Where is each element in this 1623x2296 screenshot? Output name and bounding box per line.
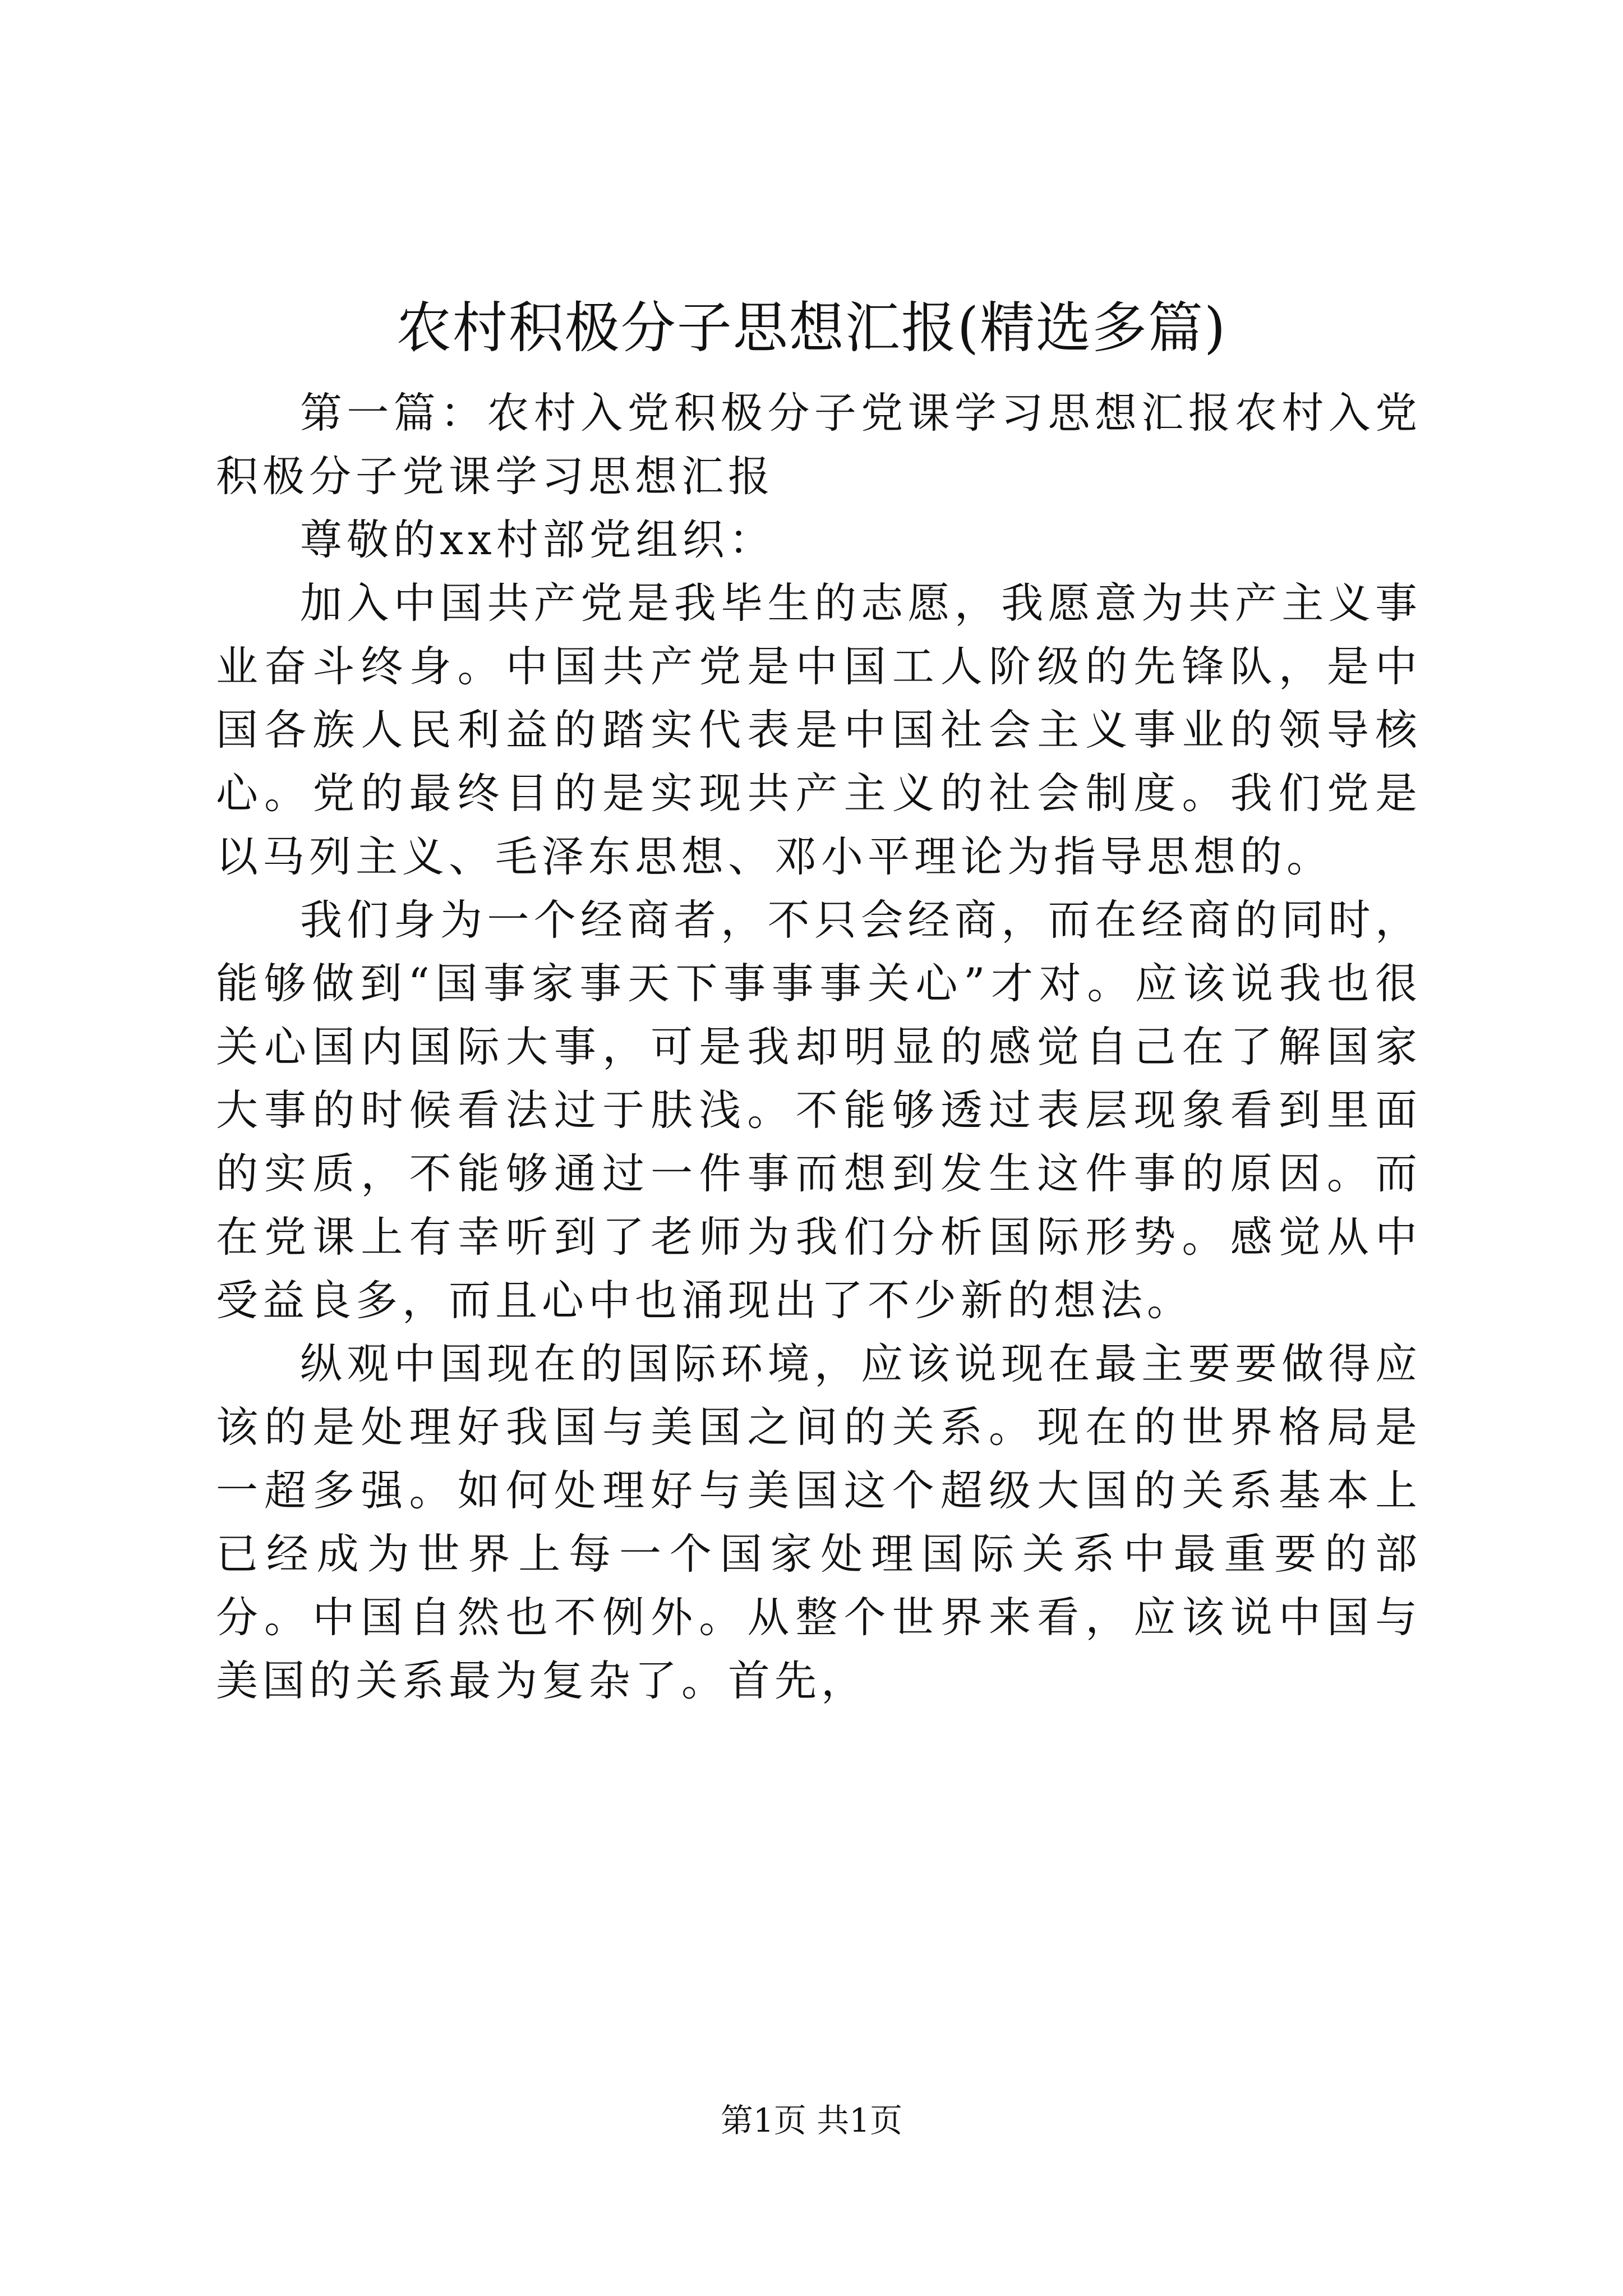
paragraph-salutation: 尊敬的xx村部党组织： xyxy=(300,515,776,564)
paragraph: 我们身为一个经商者，不只会经商，而在经商的同时，能够做到“国事家事天下事事事关心”才对。应该说我也很关心国内国际大事，可是我却明显的感觉自己在了解国家大事的时候看法过于肤浅。不能够透过表层现象看到里面的实质，不能够通过一件事而想到发生这件事的原因。而在党课上有幸听到了老师为我们分析国际形势。感觉从中受益良多，而且心中也涌现出了不少新的想法。 xyxy=(216,895,1422,1325)
document-title: 农村积极分子思想汇报(精选多篇) xyxy=(396,296,1227,360)
paragraph: 纵观中国现在的国际环境，应该说现在最主要要做得应该的是处理好我国与美国之间的关系。现在的世界格局是一超多强。如何处理好与美国这个超级大国的关系基本上已经成为世界上每一个国家处理国际关系中最重要的部分。中国自然也不例外。从整个世界来看，应该说中国与美国的关系最为复杂了。首先， xyxy=(216,1339,1422,1705)
document-body xyxy=(216,381,1422,1713)
page-number-footer: 第1页 共1页 xyxy=(720,2101,903,2139)
paragraph-heading: 第一篇：农村入党积极分子党课学习思想汇报农村入党积极分子党课学习思想汇报 xyxy=(216,388,1422,501)
paragraph: 加入中国共产党是我毕生的志愿，我愿意为共产主义事业奋斗终身。中国共产党是中国工人阶级的先锋队，是中国各族人民利益的踏实代表是中国社会主义事业的领导核心。党的最终目的是实现共产主义的社会制度。我们党是以马列主义、毛泽东思想、邓小平理论为指导思想的。 xyxy=(216,578,1422,881)
